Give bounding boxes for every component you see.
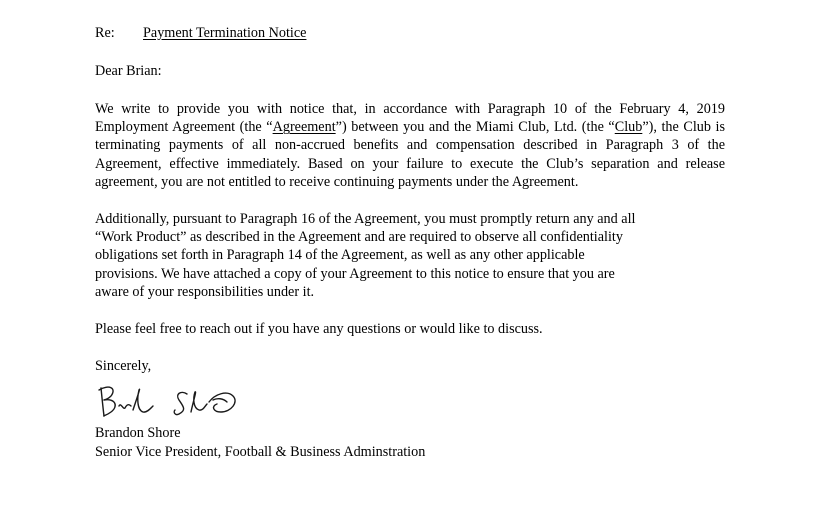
subject-line (95, 24, 725, 43)
paragraph-closing-note: Please feel free to reach out if you have any questions or would like to discuss. (95, 321, 543, 338)
paragraph-obligations-line: aware of your responsibilities under it. (95, 283, 315, 300)
closing-block (95, 357, 725, 462)
handwritten-signature (95, 378, 265, 424)
club-defined-term: Club (614, 119, 643, 136)
paragraph-notice-part1: We write to provide you with notice that, in accordance with Paragraph 10 of the February 4, 2019 Employment Agreement (the “ (95, 101, 725, 136)
re-label: Re: (95, 25, 115, 41)
letter-body (95, 24, 725, 462)
subject-title: Payment Termination Notice (143, 25, 307, 41)
closing-salutation: Sincerely, (95, 358, 152, 375)
paragraph-obligations (95, 210, 725, 301)
signer-name: Brandon Shore (95, 425, 181, 442)
paragraph-notice-part3: ”), the Club is terminating payments of all non-accrued benefits and compensation described in Paragraph 3 of the Agreement, effective immediately. Based on your failure to execute the Club’s separation and release agreement, you are not entitled to receive continuing payments under the Agreement. (95, 119, 725, 190)
salutation: Dear Brian: (95, 63, 162, 79)
paragraph-notice (95, 100, 725, 191)
paragraph-notice-part2: ”) between you and the Miami Club, Ltd. (the “ (335, 119, 615, 136)
agreement-defined-term: Agreement (272, 119, 336, 136)
paragraph-obligations-line: Additionally, pursuant to Paragraph 16 of the Agreement, you must promptly return any and all (95, 211, 636, 228)
paragraph-obligations-line: provisions. We have attached a copy of your Agreement to this notice to ensure that you are (95, 265, 615, 282)
signer-title: Senior Vice President, Football & Business Adminstration (95, 444, 426, 461)
paragraph-obligations-line: obligations set forth in Paragraph 14 of the Agreement, as well as any other applicable (95, 247, 585, 264)
paragraph-obligations-line: “Work Product” as described in the Agreement and are required to observe all confidentiality (95, 229, 623, 246)
